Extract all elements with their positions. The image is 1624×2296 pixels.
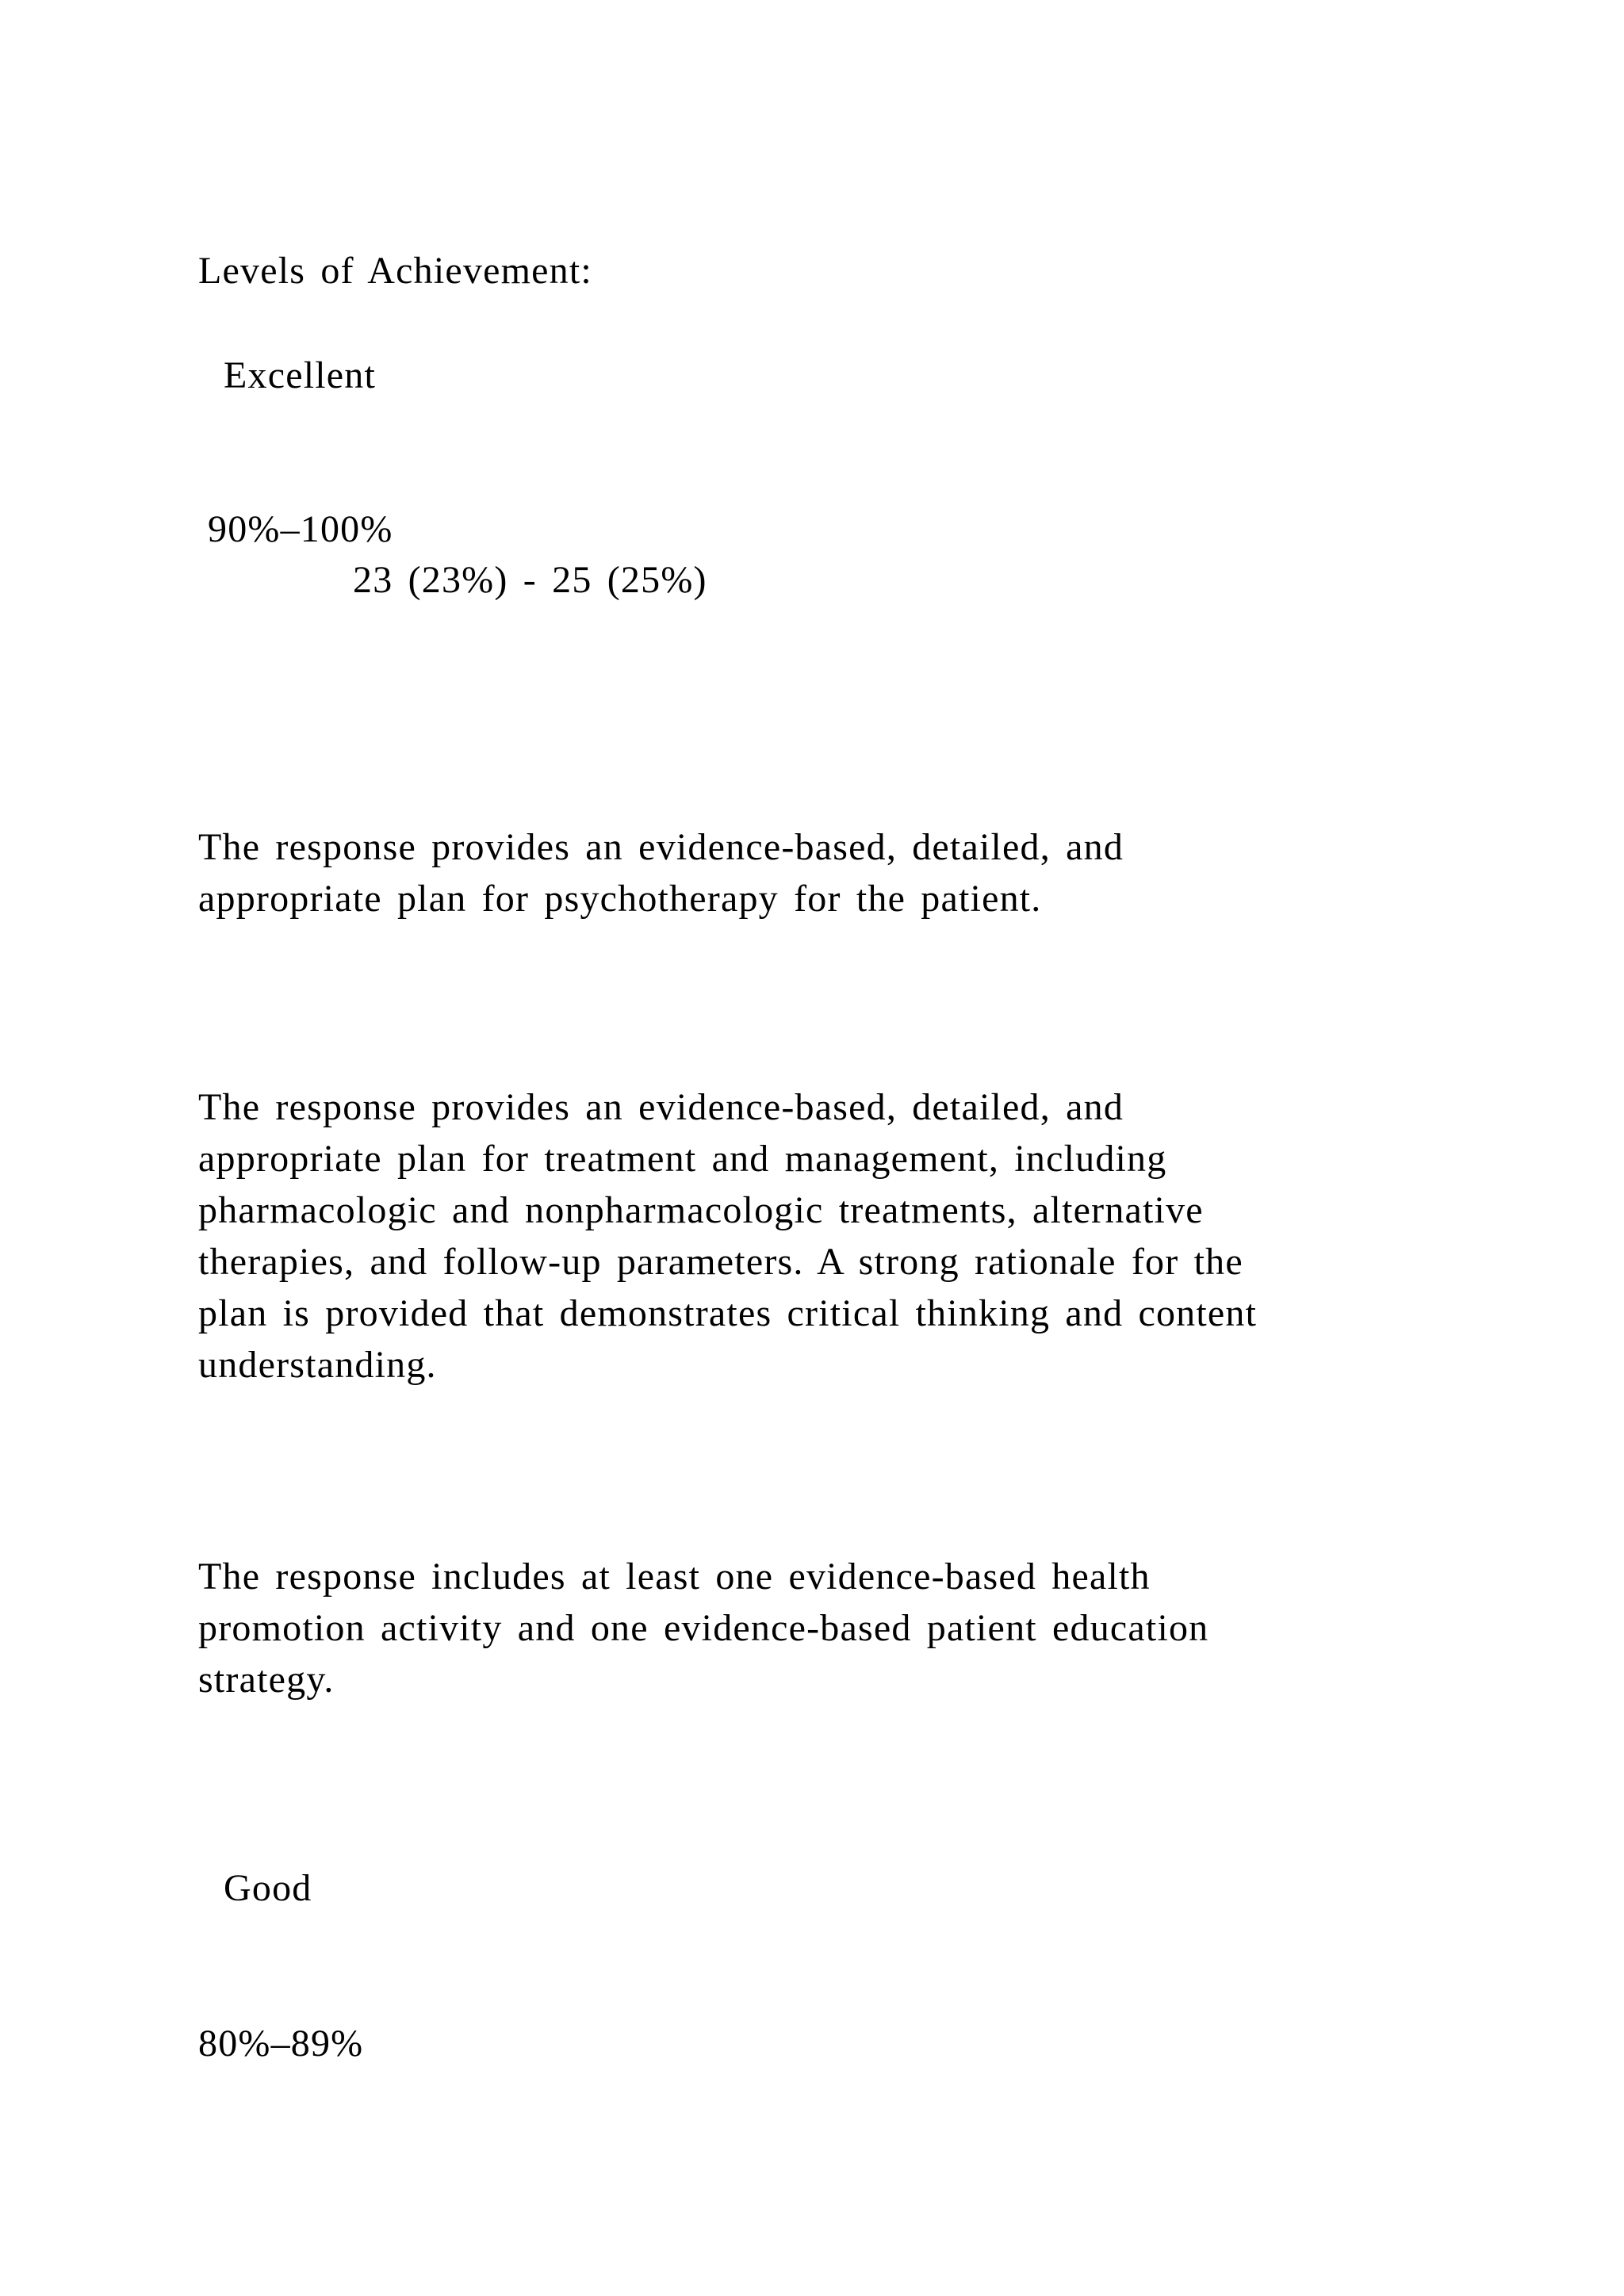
criterion-line: understanding. xyxy=(198,1344,437,1386)
criterion-line: strategy. xyxy=(198,1659,335,1701)
level-label-excellent: Excellent xyxy=(224,354,377,396)
criterion-health-promotion xyxy=(198,1551,1435,1705)
criterion-line: promotion activity and one evidence-based patient education xyxy=(198,1607,1209,1649)
criterion-line: plan is provided that demonstrates critical thinking and content xyxy=(198,1292,1258,1334)
criterion-line: The response provides an evidence-based, detailed, and xyxy=(198,1086,1124,1128)
percent-range-good: 80%–89% xyxy=(198,2022,364,2064)
page-heading: Levels of Achievement: xyxy=(198,250,592,292)
criterion-line: The response includes at least one evidence-based health xyxy=(198,1556,1151,1598)
criterion-line: appropriate plan for treatment and management, including xyxy=(198,1138,1167,1180)
criterion-treatment-plan xyxy=(198,1081,1435,1391)
criterion-line: The response provides an evidence-based, detailed, and xyxy=(198,826,1124,868)
criterion-line: pharmacologic and nonpharmacologic treatments, alternative xyxy=(198,1189,1204,1231)
criterion-psychotherapy xyxy=(198,821,1435,924)
percent-range-excellent: 90%–100% xyxy=(208,508,393,550)
criterion-line: appropriate plan for psychotherapy for the patient. xyxy=(198,878,1042,920)
points-range-excellent: 23 (23%) - 25 (25%) xyxy=(353,559,707,601)
criterion-line: therapies, and follow-up parameters. A strong rationale for the xyxy=(198,1241,1243,1283)
level-label-good: Good xyxy=(224,1867,312,1909)
